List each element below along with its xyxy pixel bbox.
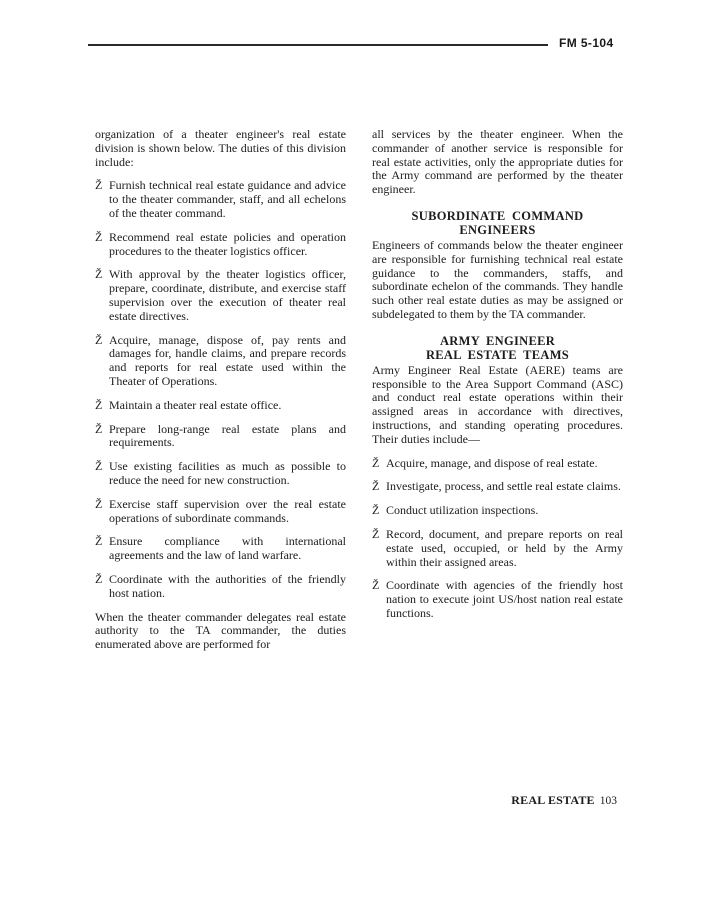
duty-text: Acquire, manage, dispose of, pay rents and damages for, handle claims, and prepare records and reports for real estate used within the Theater of Operations. (109, 332, 346, 388)
duty-text: Ensure compliance with international agreements and the law of land warfare. (109, 534, 346, 563)
heading-line: SUBORDINATE COMMAND (411, 208, 584, 223)
bullet-glyph: Ž (95, 397, 103, 412)
duty-text: Acquire, manage, and dispose of real estate. (386, 455, 598, 470)
duty-text: Conduct utilization inspections. (386, 503, 539, 518)
footer-chapter-title: REAL ESTATE (511, 793, 595, 807)
doc-number: FM 5-104 (559, 36, 614, 50)
section-body: Engineers of commands below the theater engineer are responsible for furnishing technical real estate guidance to the commanders, staffs, and subordinate echelon of the commands. They handle such other real estate duties as may be assigned or subdelegated to them by the TA commander. (372, 237, 623, 321)
bullet-glyph: Ž (95, 496, 103, 511)
duty-text: Coordinate with the authorities of the friendly host nation. (109, 571, 346, 600)
duty-item (95, 460, 346, 488)
bullet-glyph: Ž (95, 534, 103, 549)
right-column (372, 128, 623, 652)
left-column (95, 128, 346, 652)
two-column-body (95, 128, 623, 652)
section-heading (372, 334, 623, 362)
bullet-glyph: Ž (95, 459, 103, 474)
bullet-glyph: Ž (95, 267, 103, 282)
duty-text: Maintain a theater real estate office. (109, 397, 282, 412)
duty-text: Exercise staff supervision over the real estate operations of subordinate commands. (109, 496, 346, 525)
section-heading (372, 209, 623, 237)
page-number: 103 (599, 795, 617, 807)
duty-item (95, 399, 346, 413)
duty-item (372, 528, 623, 569)
duty-text: Prepare long-range real estate plans and requirements. (109, 421, 346, 450)
heading-line: ARMY ENGINEER (439, 333, 556, 348)
page-footer (511, 793, 617, 808)
duty-item (95, 231, 346, 259)
heading-line: ENGINEERS (459, 222, 536, 237)
duty-item (95, 535, 346, 563)
duty-text: Coordinate with agencies of the friendly host nation to execute joint US/host nation real estate functions. (386, 578, 623, 620)
duty-item (372, 579, 623, 620)
duty-text: Record, document, and prepare reports on real estate used, occupied, or held by the Army within their assigned areas. (386, 526, 623, 569)
heading-line: REAL ESTATE TEAMS (425, 347, 570, 362)
bullet-glyph: Ž (95, 571, 103, 586)
duty-item (372, 504, 623, 518)
closing-paragraph: When the theater commander delegates real estate authority to the TA commander, the duties enumerated above are performed for (95, 609, 346, 652)
duty-item (95, 268, 346, 323)
bullet-glyph: Ž (95, 229, 103, 244)
bullet-glyph: Ž (372, 503, 380, 518)
header-rule (88, 44, 548, 46)
bullet-glyph: Ž (372, 455, 380, 470)
bullet-glyph: Ž (95, 178, 103, 193)
duty-item (95, 498, 346, 526)
duty-text: Investigate, process, and settle real estate claims. (386, 479, 621, 494)
duty-item (372, 457, 623, 471)
duty-text: With approval by the theater logistics officer, prepare, coordinate, distribute, and exercise staff supervision over the execution of theater real estate directives. (109, 267, 346, 323)
bullet-glyph: Ž (95, 332, 103, 347)
section-body: Army Engineer Real Estate (AERE) teams are responsible to the Area Support Command (ASC) and conduct real estate operations within their assigned areas in accordance with directives, instructions, and standing operating procedures. Their duties include— (372, 362, 623, 446)
duty-text: Furnish technical real estate guidance and advice to the theater commander, staff, and all echelons of the theater command. (109, 178, 346, 220)
duty-item (95, 179, 346, 220)
duty-text: Recommend real estate policies and operation procedures to the theater logistics officer. (109, 229, 346, 258)
intro-paragraph: organization of a theater engineer's real estate division is shown below. The duties of this division include: (95, 127, 346, 169)
duty-item (372, 480, 623, 494)
bullet-glyph: Ž (372, 526, 380, 541)
duty-item (95, 423, 346, 451)
duty-item (95, 573, 346, 601)
bullet-glyph: Ž (372, 578, 380, 593)
bullet-glyph: Ž (372, 479, 380, 494)
bullet-glyph: Ž (95, 421, 103, 436)
duty-item (95, 334, 346, 389)
continuation-paragraph: all services by the theater engineer. When the commander of another service is responsible for real estate activities, only the appropriate duties for the Army command are performed by the theater engineer. (372, 127, 623, 197)
duty-text: Use existing facilities as much as possible to reduce the need for new construction. (109, 459, 346, 487)
